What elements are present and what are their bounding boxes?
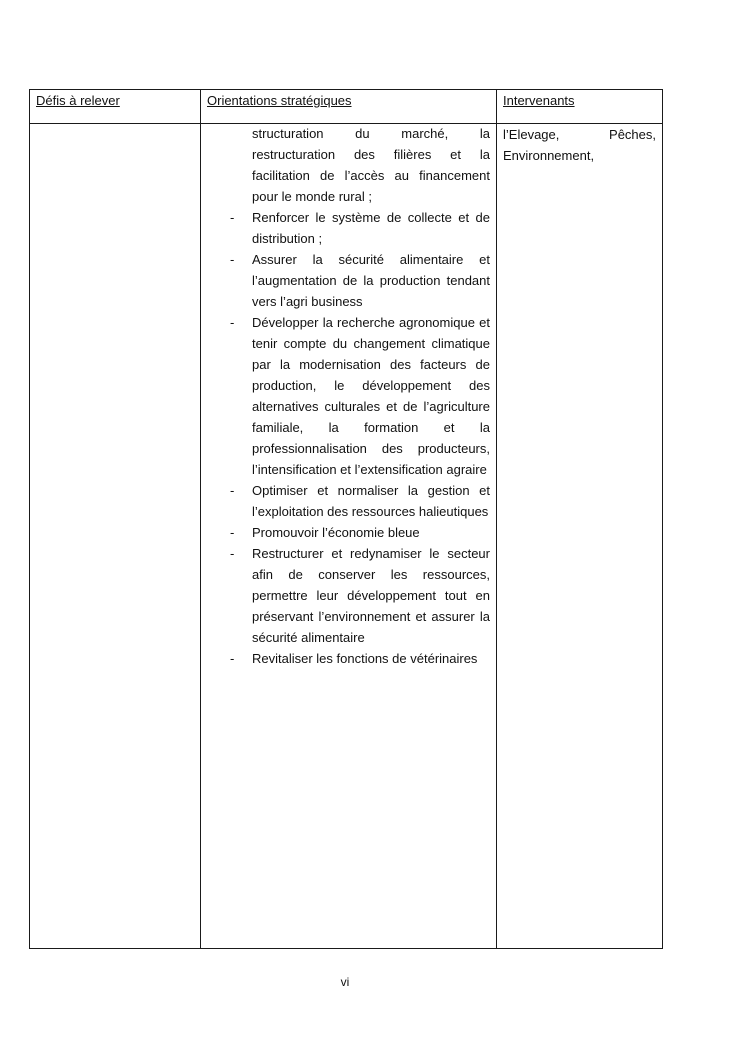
header-intervenants — [497, 90, 663, 124]
dash-bullet: - — [230, 315, 235, 330]
orientation-item-text: Développer la recherche agronomique et tenir compte du changement climatique par la modernisation des facteurs de production, le développement des alternatives culturales et de l’agriculture familiale, la formation et la professionnalisation des producteurs, l’intensification et l’extensification agraire — [252, 315, 490, 477]
header-intervenants-label: Intervenants — [503, 93, 575, 108]
dash-bullet: - — [230, 252, 235, 267]
table-header-row — [30, 90, 663, 124]
orientation-item-text: Optimiser et normaliser la gestion et l’exploitation des ressources halieutiques — [252, 483, 490, 519]
orientation-item — [201, 522, 490, 543]
orientations-list — [201, 123, 496, 669]
intervenants-cell — [497, 124, 663, 949]
intervenants-text: l’Elevage, Pêches, Environnement, — [503, 127, 656, 163]
dash-bullet: - — [230, 651, 235, 666]
dash-bullet: - — [230, 210, 235, 225]
header-orientations-label: Orientations stratégiques — [207, 93, 352, 108]
orientation-continuation-text: structuration du marché, la restructuration des filières et la facilitation de l’accès au financement pour le monde rural ; — [252, 126, 490, 204]
orientation-item-text: Revitaliser les fonctions de vétérinaires — [252, 651, 478, 666]
orientation-item — [201, 543, 490, 648]
dash-bullet: - — [230, 546, 235, 561]
table-body-row — [30, 124, 663, 949]
defis-cell — [30, 124, 201, 949]
orientation-item-text: Promouvoir l’économie bleue — [252, 525, 420, 540]
orientation-item — [201, 207, 490, 249]
dash-bullet: - — [230, 525, 235, 540]
orientation-item-text: Renforcer le système de collecte et de distribution ; — [252, 210, 490, 246]
orientation-item — [201, 648, 490, 669]
header-defis-label: Défis à relever — [36, 93, 120, 108]
orientation-continuation — [201, 123, 490, 207]
orientation-item — [201, 480, 490, 522]
dash-bullet: - — [230, 483, 235, 498]
page-number: vi — [340, 975, 350, 989]
orientation-item-text: Restructurer et redynamiser le secteur afin de conserver les ressources, permettre leur développement tout en préservant l’environnement et assurer la sécurité alimentaire — [252, 546, 490, 645]
header-defis — [30, 90, 201, 124]
strategy-table — [29, 89, 663, 949]
orientation-item — [201, 249, 490, 312]
header-orientations — [201, 90, 497, 124]
orientation-item-text: Assurer la sécurité alimentaire et l’augmentation de la production tendant vers l’agri business — [252, 252, 490, 309]
orientation-item — [201, 312, 490, 480]
orientations-cell — [201, 124, 497, 949]
